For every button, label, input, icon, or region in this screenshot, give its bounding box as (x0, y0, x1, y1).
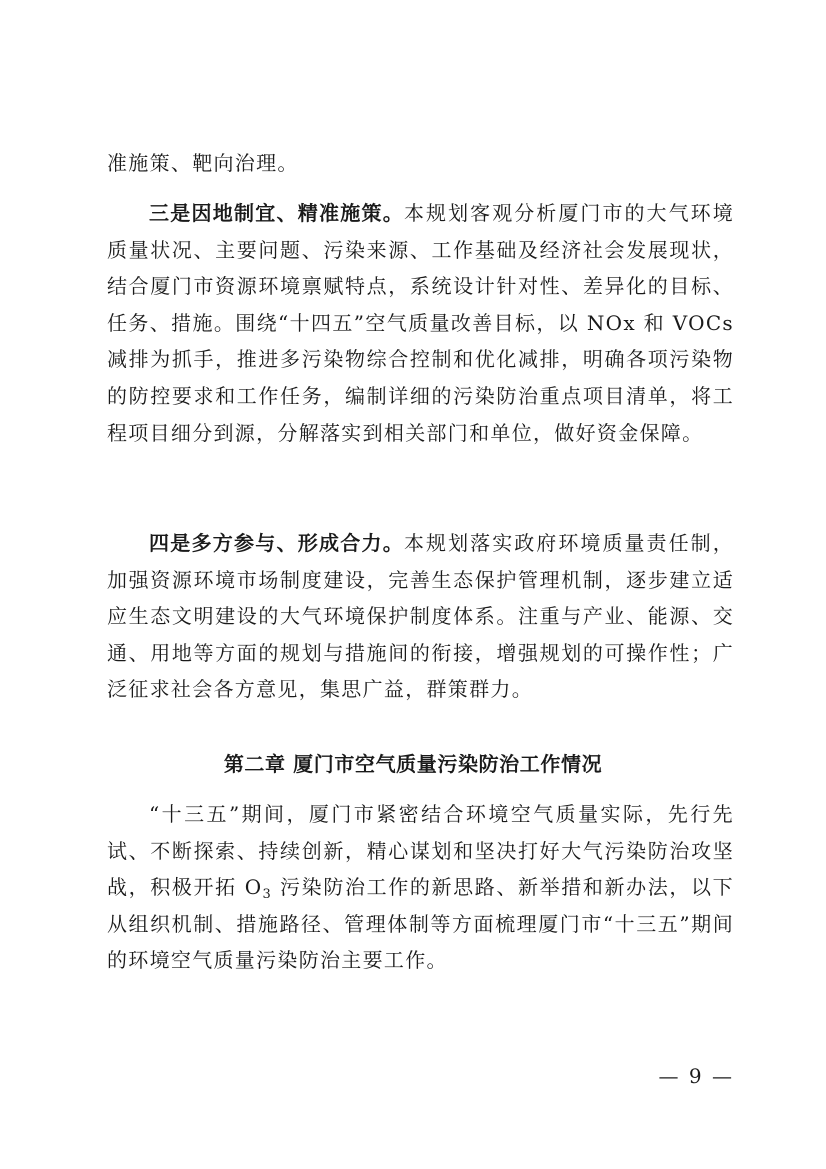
paragraph-continued-text: 准施策、靶向治理。 (107, 151, 299, 175)
ozone-formula-base: O (244, 875, 263, 900)
chapter-title (0, 748, 826, 777)
ozone-formula (244, 875, 273, 903)
chapter-intro-after-formula: 污染防治工作的新思路、新举措和新办法，以下从组织机制、措施路径、管理体制等方面梳理厦门市“十三五”期间的环境空气质量污染防治主要工作。 (107, 875, 734, 973)
ozone-formula-subscript: 3 (262, 887, 273, 903)
chapter-intro-paragraph (107, 796, 734, 979)
chapter-intro-before-formula: “十三五”期间，厦门市紧密结合环境空气质量实际，先行先试、不断探索、持续创新，精心谋划和坚决打好大气污染防治攻坚战，积极开拓 (107, 802, 734, 900)
paragraph-three-lead: 三是因地制宜、精准施策。 (149, 201, 404, 225)
page-number-text: — 9 — (658, 1064, 734, 1088)
paragraph-four-lead: 四是多方参与、形成合力。 (149, 531, 404, 555)
chapter-title-text: 第二章 厦门市空气质量污染防治工作情况 (223, 752, 603, 776)
paragraph-four (107, 525, 734, 708)
paragraph-continued (107, 145, 734, 182)
paragraph-three-body: 本规划客观分析厦门市的大气环境质量状况、主要问题、污染来源、工作基础及经济社会发展现状，结合厦门市资源环境禀赋特点，系统设计针对性、差异化的目标、任务、措施。围绕“十四五”空气质量改善目标，以 NOx 和 VOCs 减排为抓手，推进多污染物综合控制和优化减排，明确各项污染物的防控要求和工作任务，编制详细的污染防治重点项目清单，将工程项目细分到源，分解落实到相关部门和单位，做好资金保障。 (107, 201, 734, 445)
paragraph-four-body: 本规划落实政府环境质量责任制，加强资源环境市场制度建设，完善生态保护管理机制，逐步建立适应生态文明建设的大气环境保护制度体系。注重与产业、能源、交通、用地等方面的规划与措施间的衔接，增强规划的可操作性；广泛征求社会各方意见，集思广益，群策群力。 (107, 531, 734, 702)
page-number (659, 1064, 734, 1088)
paragraph-three (107, 195, 734, 451)
